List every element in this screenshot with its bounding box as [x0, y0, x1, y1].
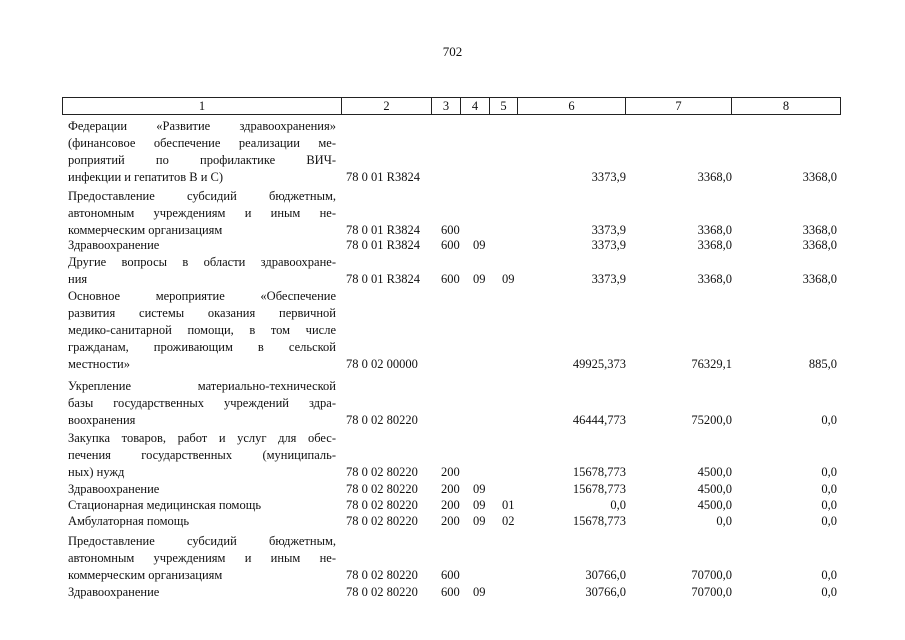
description-line: развития системы оказания первичной: [68, 306, 336, 320]
row-amount-2: 0,0: [716, 514, 732, 528]
row-amount-1: 49925,373: [572, 357, 626, 371]
row-amount-1: 3373,9: [591, 272, 626, 286]
description-line: Основное мероприятие «Обеспечение: [68, 289, 336, 303]
table-row: [0, 188, 905, 239]
header-col-5: 5: [490, 98, 518, 115]
row-amount-3: 0,0: [821, 514, 837, 528]
description-line: Здравоохранение: [68, 482, 160, 496]
row-description: [68, 288, 336, 373]
row-expense-type: 200: [441, 482, 460, 496]
row-code: 78 0 02 80220: [346, 585, 418, 599]
description-line: коммерческим организациям: [68, 568, 223, 582]
row-subsection: 09: [502, 272, 515, 286]
table-row: [0, 481, 905, 498]
description-line: Укрепление материально-технической: [68, 379, 336, 393]
description-line: базы государственных учреждений здра-: [68, 396, 336, 410]
description-line: Предоставление субсидий бюджетным,: [68, 189, 336, 203]
row-expense-type: 200: [441, 465, 460, 479]
row-amount-3: 3368,0: [802, 223, 837, 237]
row-description: [68, 513, 336, 530]
row-amount-2: 3368,0: [697, 223, 732, 237]
row-amount-2: 3368,0: [697, 272, 732, 286]
header-col-4: 4: [461, 98, 490, 115]
row-description: [68, 237, 336, 254]
description-line: ных) нужд: [68, 465, 125, 479]
row-section: 09: [473, 585, 486, 599]
row-code: 78 0 02 80220: [346, 568, 418, 582]
row-description: [68, 481, 336, 498]
row-amount-3: 0,0: [821, 465, 837, 479]
description-line: Стационарная медицинская помощь: [68, 498, 262, 512]
description-line: (финансовое обеспечение реализации ме-: [68, 136, 336, 150]
row-expense-type: 600: [441, 238, 460, 252]
row-code: 78 0 02 80220: [346, 482, 418, 496]
row-subsection: 01: [502, 498, 515, 512]
row-section: 09: [473, 238, 486, 252]
description-line: Закупка товаров, работ и услуг для обес-: [68, 431, 336, 445]
row-amount-3: 0,0: [821, 498, 837, 512]
description-line: медико-санитарной помощи, в том числе: [68, 323, 336, 337]
row-code: 78 0 02 00000: [346, 357, 418, 371]
table-row: [0, 288, 905, 373]
table-row: [0, 118, 905, 186]
row-amount-3: 0,0: [821, 413, 837, 427]
row-amount-2: 70700,0: [691, 585, 732, 599]
table-row: [0, 378, 905, 429]
description-line: печения государственных (муниципаль-: [68, 448, 336, 462]
row-code: 78 0 02 80220: [346, 498, 418, 512]
row-description: [68, 378, 336, 429]
row-amount-2: 3368,0: [697, 170, 732, 184]
description-line: воохранения: [68, 413, 136, 427]
row-code: 78 0 02 80220: [346, 413, 418, 427]
header-col-7: 7: [626, 98, 732, 115]
row-amount-1: 3373,9: [591, 170, 626, 184]
description-line: гражданам, проживающим в сельской: [68, 340, 336, 354]
row-section: 09: [473, 514, 486, 528]
row-amount-2: 76329,1: [691, 357, 732, 371]
row-amount-2: 4500,0: [697, 465, 732, 479]
row-amount-3: 0,0: [821, 568, 837, 582]
row-amount-1: 0,0: [610, 498, 626, 512]
row-description: [68, 533, 336, 584]
description-line: роприятий по профилактике ВИЧ-: [68, 153, 336, 167]
row-section: 09: [473, 498, 486, 512]
row-amount-3: 3368,0: [802, 272, 837, 286]
row-amount-1: 46444,773: [572, 413, 626, 427]
row-code: 78 0 02 80220: [346, 514, 418, 528]
row-description: [68, 584, 336, 601]
row-amount-1: 30766,0: [585, 568, 626, 582]
row-amount-1: 15678,773: [572, 482, 626, 496]
description-line: Здравоохранение: [68, 238, 160, 252]
header-col-2: 2: [342, 98, 432, 115]
row-section: 09: [473, 482, 486, 496]
description-line: инфекции и гепатитов В и С): [68, 170, 224, 184]
header-col-3: 3: [432, 98, 461, 115]
row-expense-type: 600: [441, 272, 460, 286]
row-description: [68, 254, 336, 288]
description-line: ния: [68, 272, 88, 286]
row-description: [68, 430, 336, 481]
table-row: [0, 513, 905, 530]
row-amount-1: 30766,0: [585, 585, 626, 599]
row-code: 78 0 01 R3824: [346, 238, 420, 252]
row-expense-type: 200: [441, 498, 460, 512]
description-line: автономным учреждениям и иным не-: [68, 551, 336, 565]
row-code: 78 0 01 R3824: [346, 272, 420, 286]
table-row: [0, 254, 905, 288]
row-expense-type: 600: [441, 223, 460, 237]
description-line: Предоставление субсидий бюджетным,: [68, 534, 336, 548]
table-row: [0, 533, 905, 584]
description-line: Здравоохранение: [68, 585, 160, 599]
row-amount-2: 4500,0: [697, 498, 732, 512]
row-amount-3: 885,0: [808, 357, 837, 371]
header-col-6: 6: [518, 98, 626, 115]
row-amount-1: 15678,773: [572, 514, 626, 528]
row-amount-2: 4500,0: [697, 482, 732, 496]
row-description: [68, 188, 336, 239]
row-amount-1: 15678,773: [572, 465, 626, 479]
row-amount-1: 3373,9: [591, 223, 626, 237]
row-amount-3: 0,0: [821, 585, 837, 599]
description-line: Другие вопросы в области здравоохране-: [68, 255, 336, 269]
row-amount-3: 3368,0: [802, 238, 837, 252]
row-amount-2: 75200,0: [691, 413, 732, 427]
table-row: [0, 430, 905, 481]
header-col-1: 1: [63, 98, 342, 115]
row-amount-2: 3368,0: [697, 238, 732, 252]
row-code: 78 0 01 R3824: [346, 170, 420, 184]
description-line: Федерации «Развитие здравоохранения»: [68, 119, 336, 133]
row-code: 78 0 01 R3824: [346, 223, 420, 237]
description-line: местности»: [68, 357, 130, 371]
description-line: коммерческим организациям: [68, 223, 223, 237]
table-row: [0, 237, 905, 254]
description-line: Амбулаторная помощь: [68, 514, 190, 528]
row-expense-type: 600: [441, 585, 460, 599]
row-amount-3: 0,0: [821, 482, 837, 496]
row-description: [68, 497, 336, 514]
row-amount-3: 3368,0: [802, 170, 837, 184]
row-description: [68, 118, 336, 186]
table-row: [0, 497, 905, 514]
row-amount-2: 70700,0: [691, 568, 732, 582]
page-number: 702: [442, 44, 463, 59]
description-line: автономным учреждениям и иным не-: [68, 206, 336, 220]
table-row: [0, 584, 905, 601]
row-code: 78 0 02 80220: [346, 465, 418, 479]
row-amount-1: 3373,9: [591, 238, 626, 252]
row-section: 09: [473, 272, 486, 286]
row-subsection: 02: [502, 514, 515, 528]
row-expense-type: 200: [441, 514, 460, 528]
header-col-8: 8: [732, 98, 841, 115]
row-expense-type: 600: [441, 568, 460, 582]
